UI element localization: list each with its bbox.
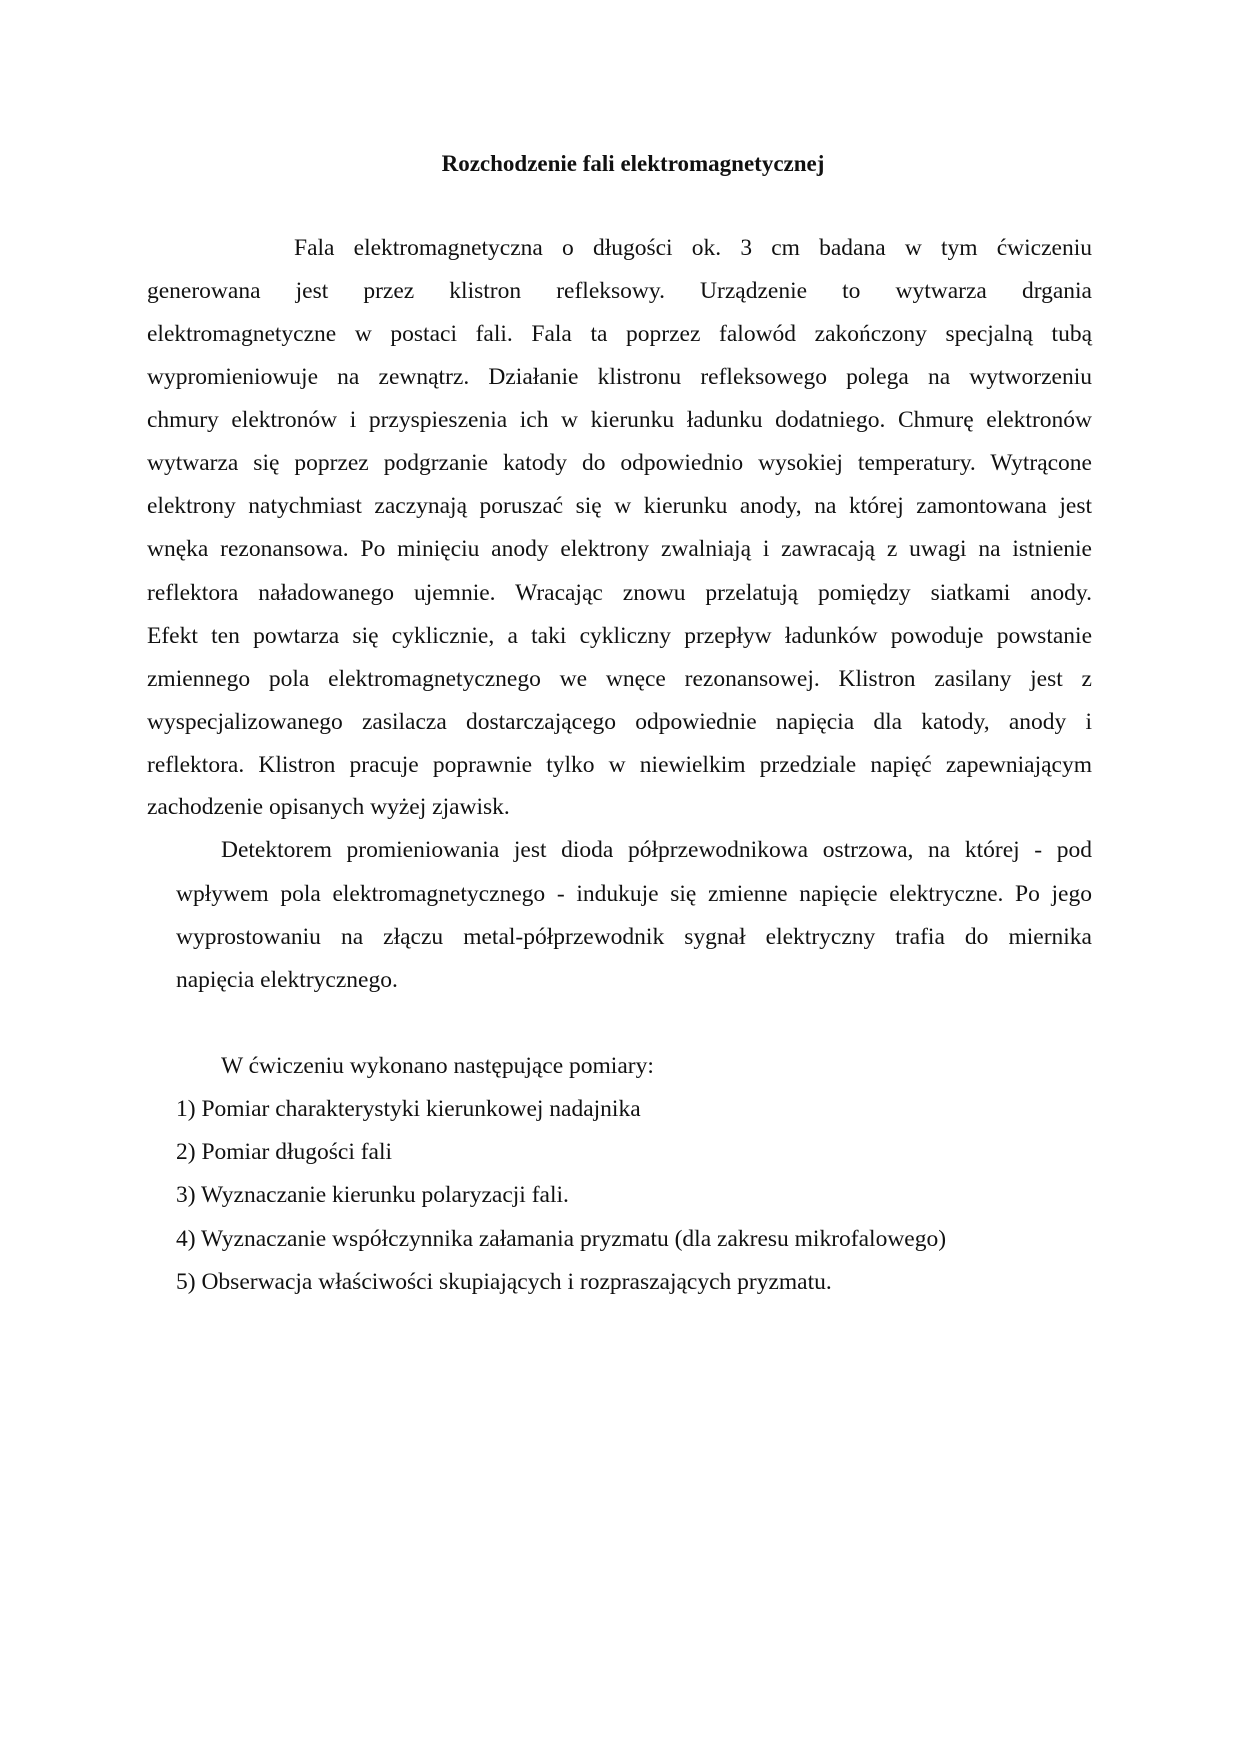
paragraph-1-line: wnęka rezonansowa. Po minięciu anody elektrony zwalniają i zawracają z uwagi na istnienie	[147, 536, 1092, 562]
measurements-intro: W ćwiczeniu wykonano następujące pomiary:	[221, 1053, 654, 1079]
paragraph-1-line: elektromagnetyczne w postaci fali. Fala ta poprzez falowód zakończony specjalną tubą	[147, 321, 1092, 347]
measurement-list-item: 3) Wyznaczanie kierunku polaryzacji fali.	[176, 1182, 569, 1208]
paragraph-1-line: reflektora. Klistron pracuje poprawnie tylko w niewielkim przedziale napięć zapewniającym	[147, 752, 1092, 778]
paragraph-1-line: zachodzenie opisanych wyżej zjawisk.	[147, 794, 510, 820]
paragraph-1-line: generowana jest przez klistron refleksowy. Urządzenie to wytwarza drgania	[147, 278, 1092, 304]
paragraph-2-line: wpływem pola elektromagnetycznego - indukuje się zmienne napięcie elektryczne. Po jego	[176, 881, 1092, 907]
document-title: Rozchodzenie fali elektromagnetycznej	[441, 151, 825, 176]
paragraph-1-line: chmury elektronów i przyspieszenia ich w kierunku ładunku dodatniego. Chmurę elektronów	[147, 407, 1092, 433]
paragraph-1-line: wypromieniowuje na zewnątrz. Działanie klistronu refleksowego polega na wytworzeniu	[147, 364, 1092, 390]
paragraph-1-line: wytwarza się poprzez podgrzanie katody do odpowiednio wysokiej temperatury. Wytrącone	[147, 450, 1092, 476]
paragraph-1-line: wyspecjalizowanego zasilacza dostarczającego odpowiednie napięcia dla katody, anody i	[147, 709, 1092, 735]
paragraph-1-line: zmiennego pola elektromagnetycznego we wnęce rezonansowej. Klistron zasilany jest z	[147, 666, 1092, 692]
paragraph-2-line: napięcia elektrycznego.	[176, 967, 398, 993]
paragraph-2-line: wyprostowaniu na złączu metal-półprzewodnik sygnał elektryczny trafia do miernika	[176, 924, 1092, 950]
paragraph-1-line: Efekt ten powtarza się cyklicznie, a taki cykliczny przepływ ładunków powoduje powstanie	[147, 623, 1092, 649]
paragraph-2-line: Detektorem promieniowania jest dioda półprzewodnikowa ostrzowa, na której - pod	[221, 837, 1092, 863]
measurement-list-item: 1) Pomiar charakterystyki kierunkowej nadajnika	[176, 1096, 641, 1122]
paragraph-1-line: elektrony natychmiast zaczynają poruszać się w kierunku anody, na której zamontowana jest	[147, 493, 1092, 519]
measurement-list-item: 4) Wyznaczanie współczynnika załamania pryzmatu (dla zakresu mikrofalowego)	[176, 1226, 947, 1252]
paragraph-1-line: Fala elektromagnetyczna o długości ok. 3 cm badana w tym ćwiczeniu	[294, 235, 1092, 261]
measurement-list-item: 2) Pomiar długości fali	[176, 1139, 393, 1165]
measurement-list-item: 5) Obserwacja właściwości skupiających i rozpraszających pryzmatu.	[176, 1269, 832, 1295]
paragraph-1-line: reflektora naładowanego ujemnie. Wracając znowu przelatują pomiędzy siatkami anody.	[147, 580, 1092, 606]
